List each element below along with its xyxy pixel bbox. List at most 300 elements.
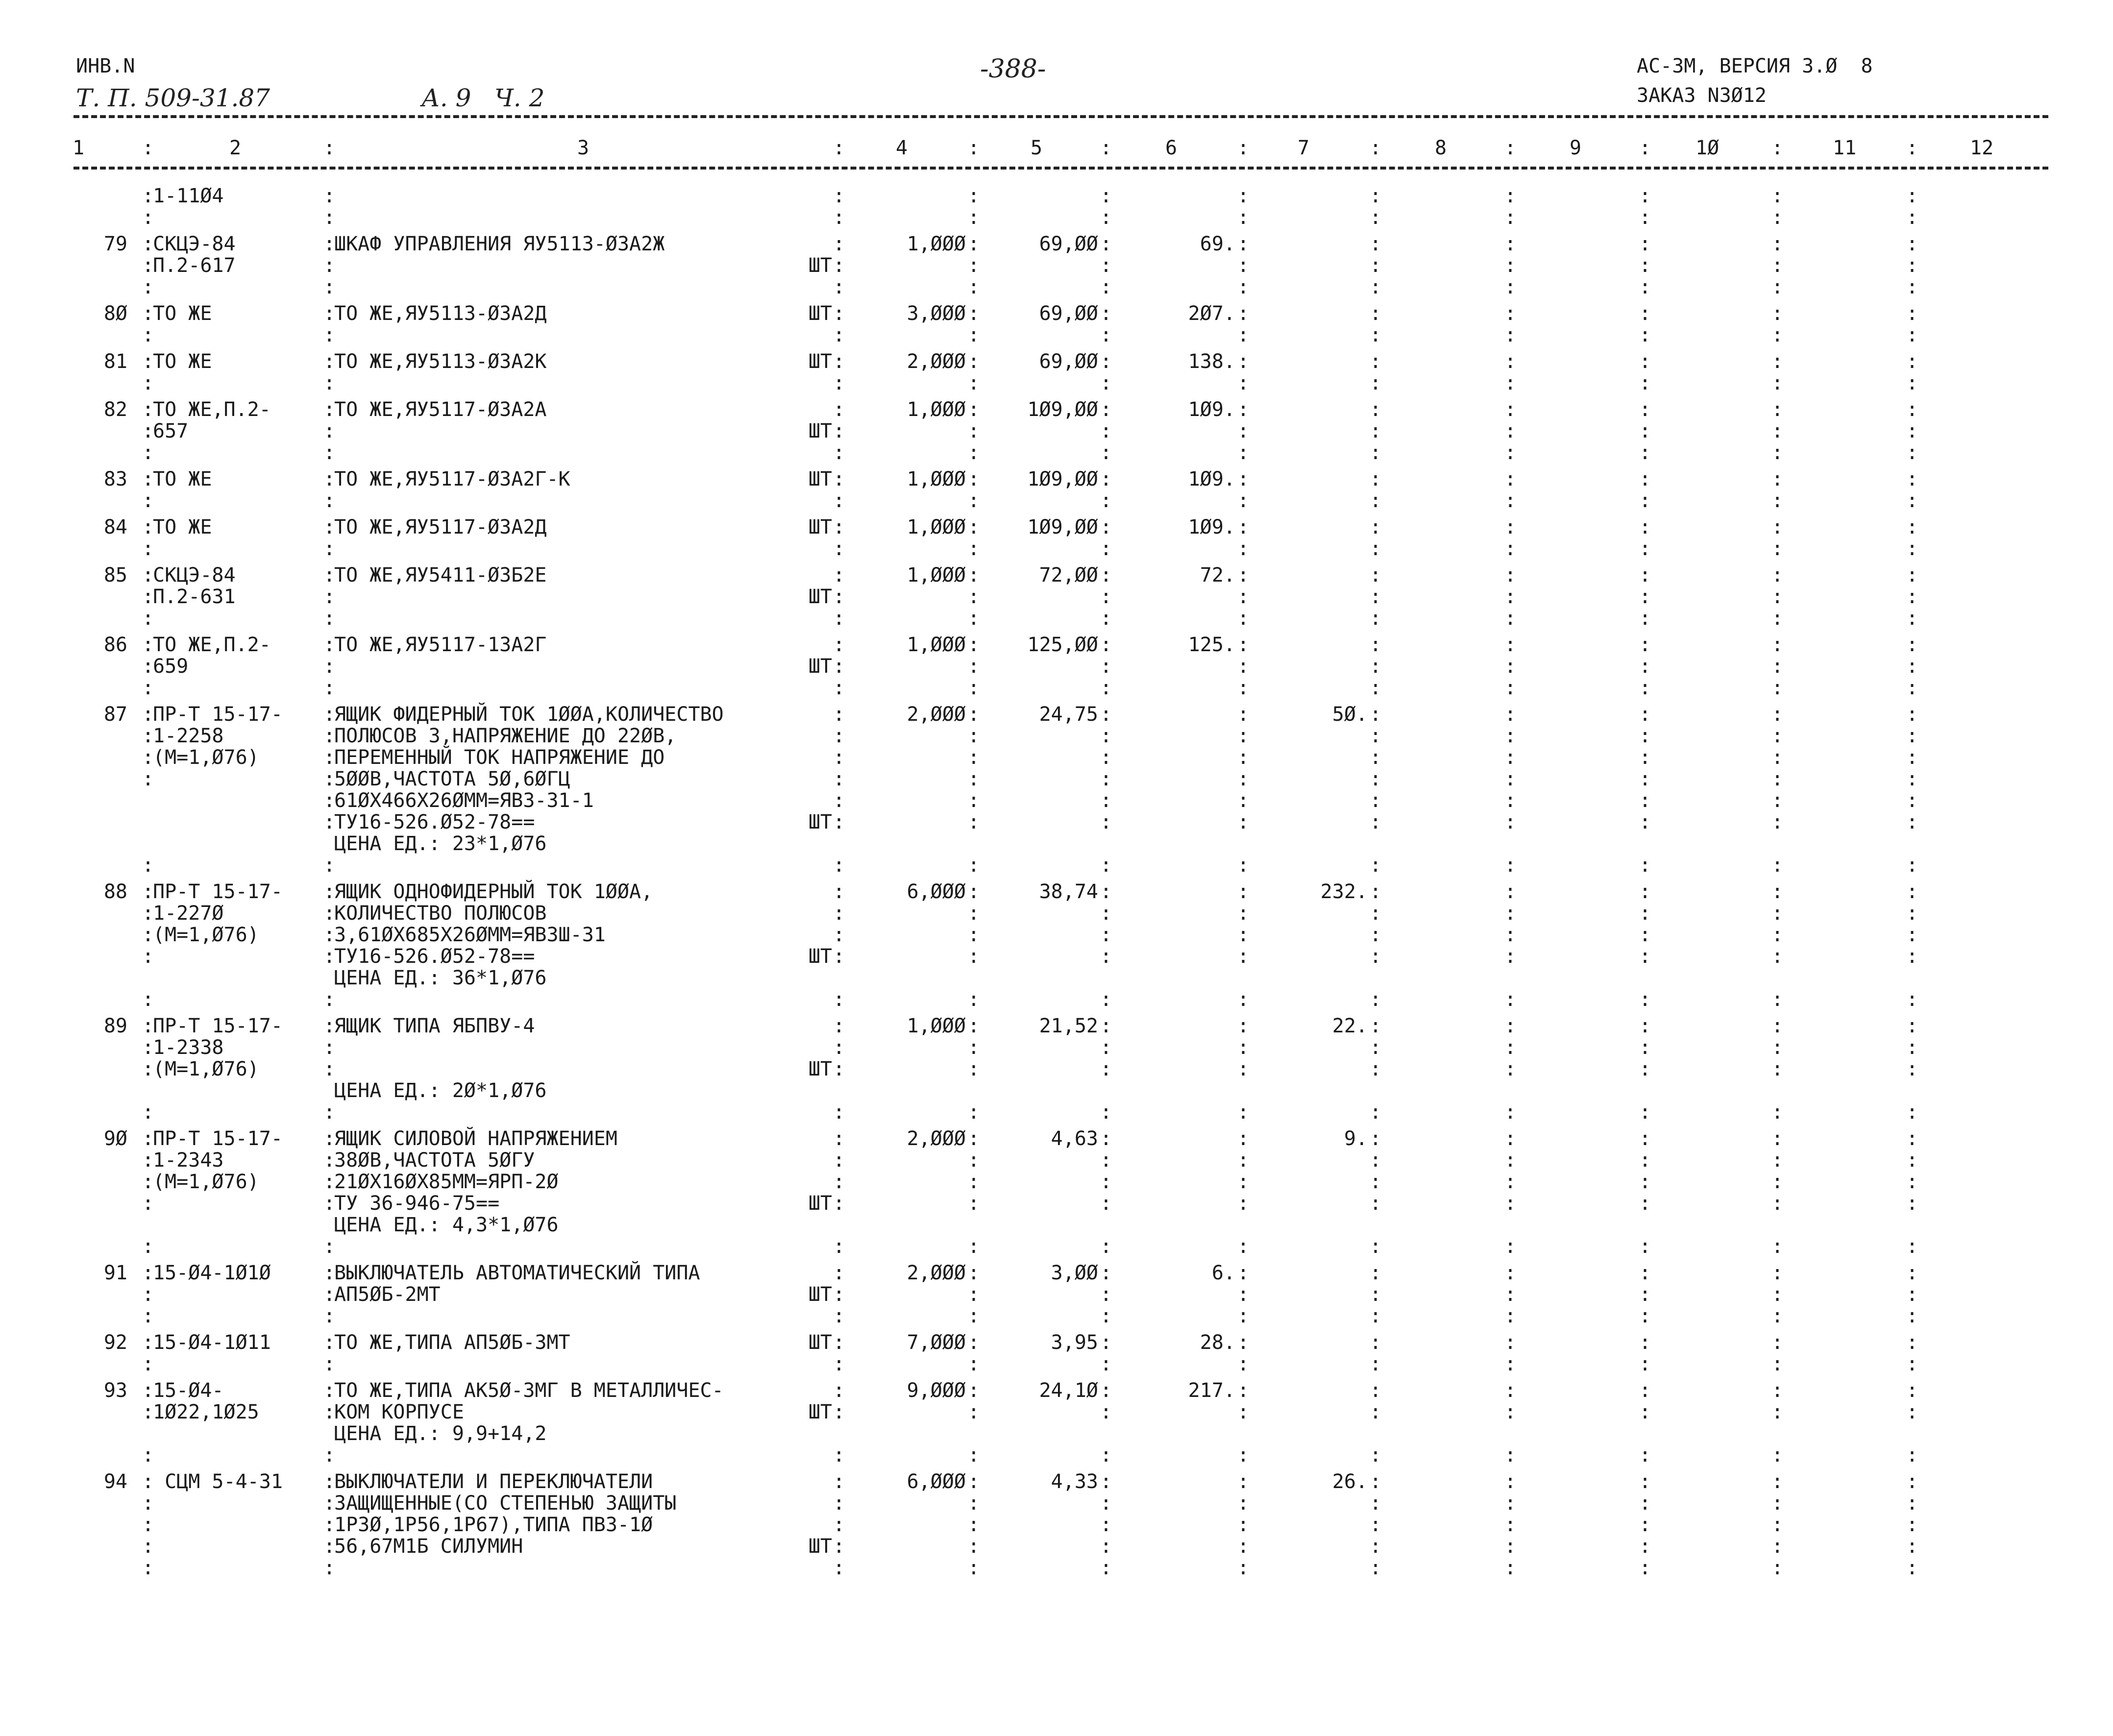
column-separator: : — [1504, 768, 1517, 790]
column-separator: : — [833, 586, 845, 608]
column-separator: : — [323, 420, 336, 442]
column-separator: : — [1370, 1192, 1382, 1215]
column-separator: : — [833, 398, 845, 421]
column-separator: : — [833, 302, 845, 325]
column-separator: : — [1639, 350, 1651, 373]
column-separator: : — [323, 1305, 336, 1327]
column-separator: : — [1100, 137, 1112, 159]
column-separator: : — [1100, 564, 1112, 587]
column-separator: : — [1504, 1353, 1517, 1375]
column-separator: : — [1906, 233, 1918, 255]
column-separator: : — [1639, 988, 1651, 1011]
cost-col6: 217. — [1188, 1379, 1235, 1402]
column-separator: : — [1639, 1514, 1651, 1536]
column-separator: : — [323, 677, 336, 699]
column-separator: : — [1100, 468, 1112, 490]
column-separator: : — [1237, 564, 1250, 587]
item-description: КОМ КОРПУСЕ — [334, 1401, 464, 1423]
column-separator: : — [323, 902, 336, 925]
column-separator: : — [142, 924, 154, 946]
column-separator: : — [1504, 988, 1517, 1011]
column-separator: : — [968, 1149, 980, 1172]
column-separator: : — [1100, 302, 1112, 325]
column-separator: : — [323, 607, 336, 630]
column-separator: : — [833, 703, 845, 726]
cost-col6: 6. — [1211, 1262, 1235, 1284]
column-separator: : — [1906, 441, 1918, 464]
column-separator: : — [1906, 1444, 1918, 1467]
quantity: 6,ØØØ — [907, 880, 966, 903]
column-separator: : — [142, 1015, 154, 1037]
column-separator: : — [1504, 703, 1517, 726]
column-separator: : — [1906, 468, 1918, 490]
cost-col6: 69. — [1200, 233, 1235, 255]
column-separator: : — [1771, 538, 1784, 560]
column-separator: : — [968, 564, 980, 587]
column-separator: : — [1771, 254, 1784, 277]
column-separator: : — [1639, 1127, 1651, 1150]
column-separator: : — [1370, 1492, 1382, 1515]
column-separator: : — [968, 1514, 980, 1536]
column-separator: : — [1100, 254, 1112, 277]
column-separator: : — [1906, 1492, 1918, 1515]
column-separator: : — [833, 1379, 845, 1402]
column-separator: : — [1639, 586, 1651, 608]
column-separator: : — [1504, 350, 1517, 373]
column-separator: : — [1639, 538, 1651, 560]
column-separator: : — [1906, 1192, 1918, 1215]
column-separator: : — [142, 468, 154, 490]
column-separator: : — [1370, 586, 1382, 608]
column-separator: : — [1504, 372, 1517, 394]
unit-label: ШТ — [808, 1535, 832, 1558]
column-separator: : — [968, 254, 980, 277]
column-separator: : — [1771, 1235, 1784, 1258]
unit-price: 4,63 — [1051, 1127, 1098, 1150]
column-separator: : — [833, 634, 845, 656]
column-separator: : — [142, 634, 154, 656]
column-separator: : — [1771, 811, 1784, 833]
cost-col6: 1Ø9. — [1188, 468, 1235, 490]
column-separator: : — [968, 350, 980, 373]
item-code: 15-Ø4-1Ø11 — [153, 1331, 271, 1354]
version-label: АС-3М, ВЕРСИЯ 3.Ø 8 — [1637, 55, 1873, 77]
column-separator: : — [1100, 350, 1112, 373]
column-separator: : — [1639, 1171, 1651, 1193]
column-separator: : — [968, 1331, 980, 1354]
column-separator: : — [1370, 1379, 1382, 1402]
column-separator: : — [1906, 420, 1918, 442]
column-separator: : — [1906, 489, 1918, 512]
column-separator: : — [1100, 372, 1112, 394]
column-separator: : — [1906, 1058, 1918, 1080]
column-separator: : — [323, 1379, 336, 1402]
column-separator: : — [323, 1401, 336, 1423]
column-separator: : — [833, 1331, 845, 1354]
item-code: ТО ЖЕ — [153, 468, 212, 490]
column-separator: : — [142, 372, 154, 394]
column-separator: : — [323, 1444, 336, 1467]
item-code: 1-227Ø — [153, 902, 224, 925]
row-number: 86 — [103, 634, 127, 656]
column-separator: : — [1906, 902, 1918, 925]
column-separator: : — [1906, 324, 1918, 346]
column-separator: : — [1100, 677, 1112, 699]
album-handwritten: А. 9 Ч. 2 — [421, 84, 545, 112]
cost-col6: 28. — [1200, 1331, 1235, 1354]
item-description: ЯЩИК ОДНОФИДЕРНЫЙ ТОК 1ØØА, — [334, 880, 653, 903]
column-separator: : — [1906, 1305, 1918, 1327]
column-separator: : — [1237, 1262, 1250, 1284]
column-separator: : — [968, 677, 980, 699]
column-separator: : — [142, 1192, 154, 1215]
column-separator: : — [1237, 1535, 1250, 1558]
column-separator: : — [1100, 703, 1112, 726]
item-code: 659 — [153, 655, 189, 678]
column-separator: : — [1504, 1470, 1517, 1493]
column-separator: : — [323, 854, 336, 877]
column-separator: : — [1237, 1192, 1250, 1215]
column-separator: : — [1100, 1149, 1112, 1172]
column-separator: : — [1906, 538, 1918, 560]
column-separator: : — [833, 811, 845, 833]
column-separator: : — [1370, 1353, 1382, 1375]
column-separator: : — [1906, 586, 1918, 608]
column-separator: : — [142, 1535, 154, 1558]
column-separator: : — [142, 1171, 154, 1193]
item-description: 1Р3Ø,1Р56,1Р67),ТИПА ПВЗ-1Ø — [334, 1514, 653, 1536]
column-separator: : — [1504, 655, 1517, 678]
column-separator: : — [323, 880, 336, 903]
column-separator: : — [1504, 1235, 1517, 1258]
column-separator: : — [1504, 538, 1517, 560]
column-separator: : — [1370, 1058, 1382, 1080]
column-separator: : — [1504, 1444, 1517, 1467]
column-separator: : — [1100, 1101, 1112, 1124]
column-separator: : — [968, 233, 980, 255]
unit-price: 1Ø9,ØØ — [1027, 468, 1098, 490]
column-separator: : — [1906, 1127, 1918, 1150]
cost-col6: 2Ø7. — [1188, 302, 1235, 325]
column-separator: : — [833, 1305, 845, 1327]
column-separator: : — [142, 586, 154, 608]
column-separator: : — [1237, 746, 1250, 769]
column-header-3: 3 — [577, 137, 590, 159]
item-code: 657 — [153, 420, 189, 442]
column-separator: : — [833, 420, 845, 442]
column-separator: : — [1237, 276, 1250, 298]
column-separator: : — [1370, 1283, 1382, 1306]
column-separator: : — [1237, 789, 1250, 812]
column-separator: : — [968, 655, 980, 678]
unit-price: 1Ø9,ØØ — [1027, 516, 1098, 538]
column-separator: : — [1771, 725, 1784, 747]
column-separator: : — [1100, 441, 1112, 464]
column-separator: : — [142, 420, 154, 442]
item-description: ТО ЖЕ,ЯУ5411-Ø3Б2Е — [334, 564, 547, 587]
unit-label: ШТ — [808, 420, 832, 442]
cost-col7: 9. — [1344, 1127, 1368, 1150]
unit-price: 21,52 — [1039, 1015, 1098, 1037]
column-separator: : — [1100, 398, 1112, 421]
column-separator: : — [1237, 1401, 1250, 1423]
item-code: СЦМ 5-4-31 — [153, 1470, 283, 1493]
column-separator: : — [1639, 1015, 1651, 1037]
column-separator: : — [1370, 902, 1382, 925]
column-separator: : — [1237, 1557, 1250, 1579]
column-separator: : — [833, 1192, 845, 1215]
column-separator: : — [1237, 516, 1250, 538]
column-separator: : — [1237, 1127, 1250, 1150]
column-separator: : — [1906, 276, 1918, 298]
column-separator: : — [323, 1149, 336, 1172]
item-description: ЯЩИК СИЛОВОЙ НАПРЯЖЕНИЕМ — [334, 1127, 617, 1150]
column-separator: : — [833, 1015, 845, 1037]
column-separator: : — [1504, 1514, 1517, 1536]
column-separator: : — [1504, 854, 1517, 877]
column-separator: : — [323, 945, 336, 968]
item-description: ПОЛЮСОВ 3,НАПРЯЖЕНИЕ ДО 22ØВ, — [334, 725, 677, 747]
column-separator: : — [1100, 324, 1112, 346]
column-separator: : — [323, 1192, 336, 1215]
column-separator: : — [833, 1353, 845, 1375]
column-separator: : — [1370, 324, 1382, 346]
item-code: (М=1,Ø76) — [153, 1171, 259, 1193]
column-separator: : — [1504, 1127, 1517, 1150]
column-separator: : — [1100, 1171, 1112, 1193]
column-separator: : — [1370, 1401, 1382, 1423]
column-separator: : — [1906, 1535, 1918, 1558]
column-separator: : — [1237, 634, 1250, 656]
column-separator: : — [142, 1127, 154, 1150]
column-separator: : — [1639, 1058, 1651, 1080]
unit-price: 24,75 — [1039, 703, 1098, 726]
column-separator: : — [142, 254, 154, 277]
column-separator: : — [1370, 302, 1382, 325]
unit-price: 72,ØØ — [1039, 564, 1098, 587]
column-separator: : — [1906, 746, 1918, 769]
column-separator: : — [833, 564, 845, 587]
column-separator: : — [968, 137, 980, 159]
column-separator: : — [1237, 137, 1250, 159]
column-separator: : — [1100, 1492, 1112, 1515]
column-separator: : — [323, 489, 336, 512]
column-separator: : — [142, 1331, 154, 1354]
column-separator: : — [968, 324, 980, 346]
column-separator: : — [142, 1557, 154, 1579]
column-separator: : — [1639, 677, 1651, 699]
item-description: 56,67М1Б СИЛУМИН — [334, 1535, 523, 1558]
unit-label: ШТ — [808, 516, 832, 538]
column-separator: : — [833, 902, 845, 925]
column-separator: : — [1370, 254, 1382, 277]
column-separator: : — [1906, 703, 1918, 726]
column-separator: : — [142, 564, 154, 587]
column-separator: : — [1771, 1127, 1784, 1150]
item-description: ТО ЖЕ,ТИПА АП5ØБ-3МТ — [334, 1331, 570, 1354]
item-description: 3,61ØХ685Х26ØММ=ЯВЗШ-31 — [334, 924, 606, 946]
column-separator: : — [1237, 1444, 1250, 1467]
column-separator: : — [1237, 768, 1250, 790]
column-separator: : — [1504, 1401, 1517, 1423]
column-separator: : — [833, 1262, 845, 1284]
column-separator: : — [142, 1514, 154, 1536]
unit-price: 38,74 — [1039, 880, 1098, 903]
column-separator: : — [323, 586, 336, 608]
column-separator: : — [1639, 768, 1651, 790]
column-separator: : — [1237, 1015, 1250, 1037]
column-separator: : — [1504, 468, 1517, 490]
column-separator: : — [1370, 420, 1382, 442]
column-separator: : — [1906, 254, 1918, 277]
column-separator: : — [142, 489, 154, 512]
column-separator: : — [1237, 233, 1250, 255]
item-code: СКЦЭ-84 — [153, 564, 236, 587]
column-separator: : — [1639, 746, 1651, 769]
column-separator: : — [1370, 1171, 1382, 1193]
column-header-5: 5 — [1030, 137, 1043, 159]
column-separator: : — [968, 924, 980, 946]
unit-price: 3,95 — [1051, 1331, 1098, 1354]
column-separator: : — [1906, 1514, 1918, 1536]
column-separator: : — [142, 677, 154, 699]
column-separator: : — [1237, 1514, 1250, 1536]
column-separator: : — [833, 185, 845, 207]
column-separator: : — [968, 634, 980, 656]
column-separator: : — [1771, 468, 1784, 490]
cost-col7: 5Ø. — [1332, 703, 1368, 726]
column-separator: : — [1906, 1235, 1918, 1258]
quantity: 3,ØØØ — [907, 302, 966, 325]
column-separator: : — [1639, 420, 1651, 442]
column-separator: : — [323, 1331, 336, 1354]
column-separator: : — [1906, 1101, 1918, 1124]
item-description: 38ØВ,ЧАСТОТА 5ØГУ — [334, 1149, 535, 1172]
column-separator: : — [1100, 607, 1112, 630]
column-separator: : — [1639, 1192, 1651, 1215]
column-separator: : — [1771, 1444, 1784, 1467]
column-separator: : — [968, 372, 980, 394]
column-header-8: 8 — [1434, 137, 1447, 159]
column-separator: : — [1237, 441, 1250, 464]
column-separator: : — [323, 1036, 336, 1059]
column-separator: : — [1906, 1470, 1918, 1493]
column-separator: : — [1771, 1058, 1784, 1080]
column-separator: : — [1237, 324, 1250, 346]
column-separator: : — [1504, 1192, 1517, 1215]
column-separator: : — [1237, 880, 1250, 903]
column-separator: : — [1639, 811, 1651, 833]
quantity: 1,ØØØ — [907, 564, 966, 587]
unit-label: ШТ — [808, 350, 832, 373]
item-description: ТО ЖЕ,ЯУ5117-13А2Г — [334, 634, 547, 656]
column-separator: : — [1906, 1015, 1918, 1037]
column-separator: : — [142, 880, 154, 903]
column-separator: : — [1370, 677, 1382, 699]
item-code: ТО ЖЕ — [153, 302, 212, 325]
row-number: 84 — [103, 516, 127, 538]
column-separator: : — [1504, 1101, 1517, 1124]
column-separator: : — [323, 372, 336, 394]
column-separator: : — [1639, 902, 1651, 925]
column-separator: : — [833, 206, 845, 229]
column-separator: : — [1906, 350, 1918, 373]
column-separator: : — [1370, 725, 1382, 747]
column-separator: : — [833, 276, 845, 298]
column-separator: : — [1639, 185, 1651, 207]
column-separator: : — [1237, 655, 1250, 678]
column-separator: : — [1639, 880, 1651, 903]
column-separator: : — [1771, 324, 1784, 346]
column-separator: : — [968, 1127, 980, 1150]
cost-col7: 26. — [1332, 1470, 1368, 1493]
column-separator: : — [833, 489, 845, 512]
column-separator: : — [1100, 489, 1112, 512]
unit-label: ШТ — [808, 811, 832, 833]
column-separator: : — [968, 185, 980, 207]
unit-label: ШТ — [808, 1331, 832, 1354]
column-separator: : — [833, 880, 845, 903]
column-separator: : — [142, 1353, 154, 1375]
column-separator: : — [1100, 1262, 1112, 1284]
column-separator: : — [1504, 1492, 1517, 1515]
column-separator: : — [1237, 1036, 1250, 1059]
column-separator: : — [1906, 854, 1918, 877]
column-separator: : — [1100, 1058, 1112, 1080]
column-separator: : — [1771, 185, 1784, 207]
column-separator: : — [1237, 254, 1250, 277]
column-separator: : — [1100, 1331, 1112, 1354]
column-separator: : — [968, 854, 980, 877]
column-separator: : — [968, 1557, 980, 1579]
column-separator: : — [323, 276, 336, 298]
item-description: 21ØХ16ØХ85ММ=ЯРП-2Ø — [334, 1171, 559, 1193]
column-separator: : — [1771, 1192, 1784, 1215]
column-separator: : — [968, 206, 980, 229]
unit-label: ШТ — [808, 1401, 832, 1423]
column-separator: : — [1100, 1557, 1112, 1579]
column-separator: : — [142, 746, 154, 769]
column-separator: : — [1504, 324, 1517, 346]
unit-label: ШТ — [808, 1283, 832, 1306]
price-note: ЦЕНА ЕД.: 23*1,Ø76 — [334, 832, 547, 855]
unit-price: 1Ø9,ØØ — [1027, 398, 1098, 421]
column-separator: : — [323, 1015, 336, 1037]
cost-col6: 72. — [1200, 564, 1235, 587]
column-separator: : — [968, 538, 980, 560]
column-separator: : — [968, 586, 980, 608]
column-separator: : — [1639, 1101, 1651, 1124]
column-separator: : — [323, 924, 336, 946]
column-separator: : — [1639, 945, 1651, 968]
column-separator: : — [1771, 1149, 1784, 1172]
column-separator: : — [1504, 206, 1517, 229]
column-separator: : — [968, 302, 980, 325]
column-separator: : — [968, 1492, 980, 1515]
column-separator: : — [968, 1283, 980, 1306]
column-separator: : — [1100, 768, 1112, 790]
price-note: ЦЕНА ЕД.: 36*1,Ø76 — [334, 967, 547, 989]
column-separator: : — [1100, 1015, 1112, 1037]
column-separator: : — [142, 538, 154, 560]
column-separator: : — [1504, 185, 1517, 207]
column-separator: : — [1504, 924, 1517, 946]
item-description: ТО ЖЕ,ЯУ5117-Ø3А2Д — [334, 516, 547, 538]
column-separator: : — [1370, 607, 1382, 630]
item-description: ТУ16-526.Ø52-78== — [334, 811, 535, 833]
column-separator: : — [1771, 350, 1784, 373]
item-code: СКЦЭ-84 — [153, 233, 236, 255]
